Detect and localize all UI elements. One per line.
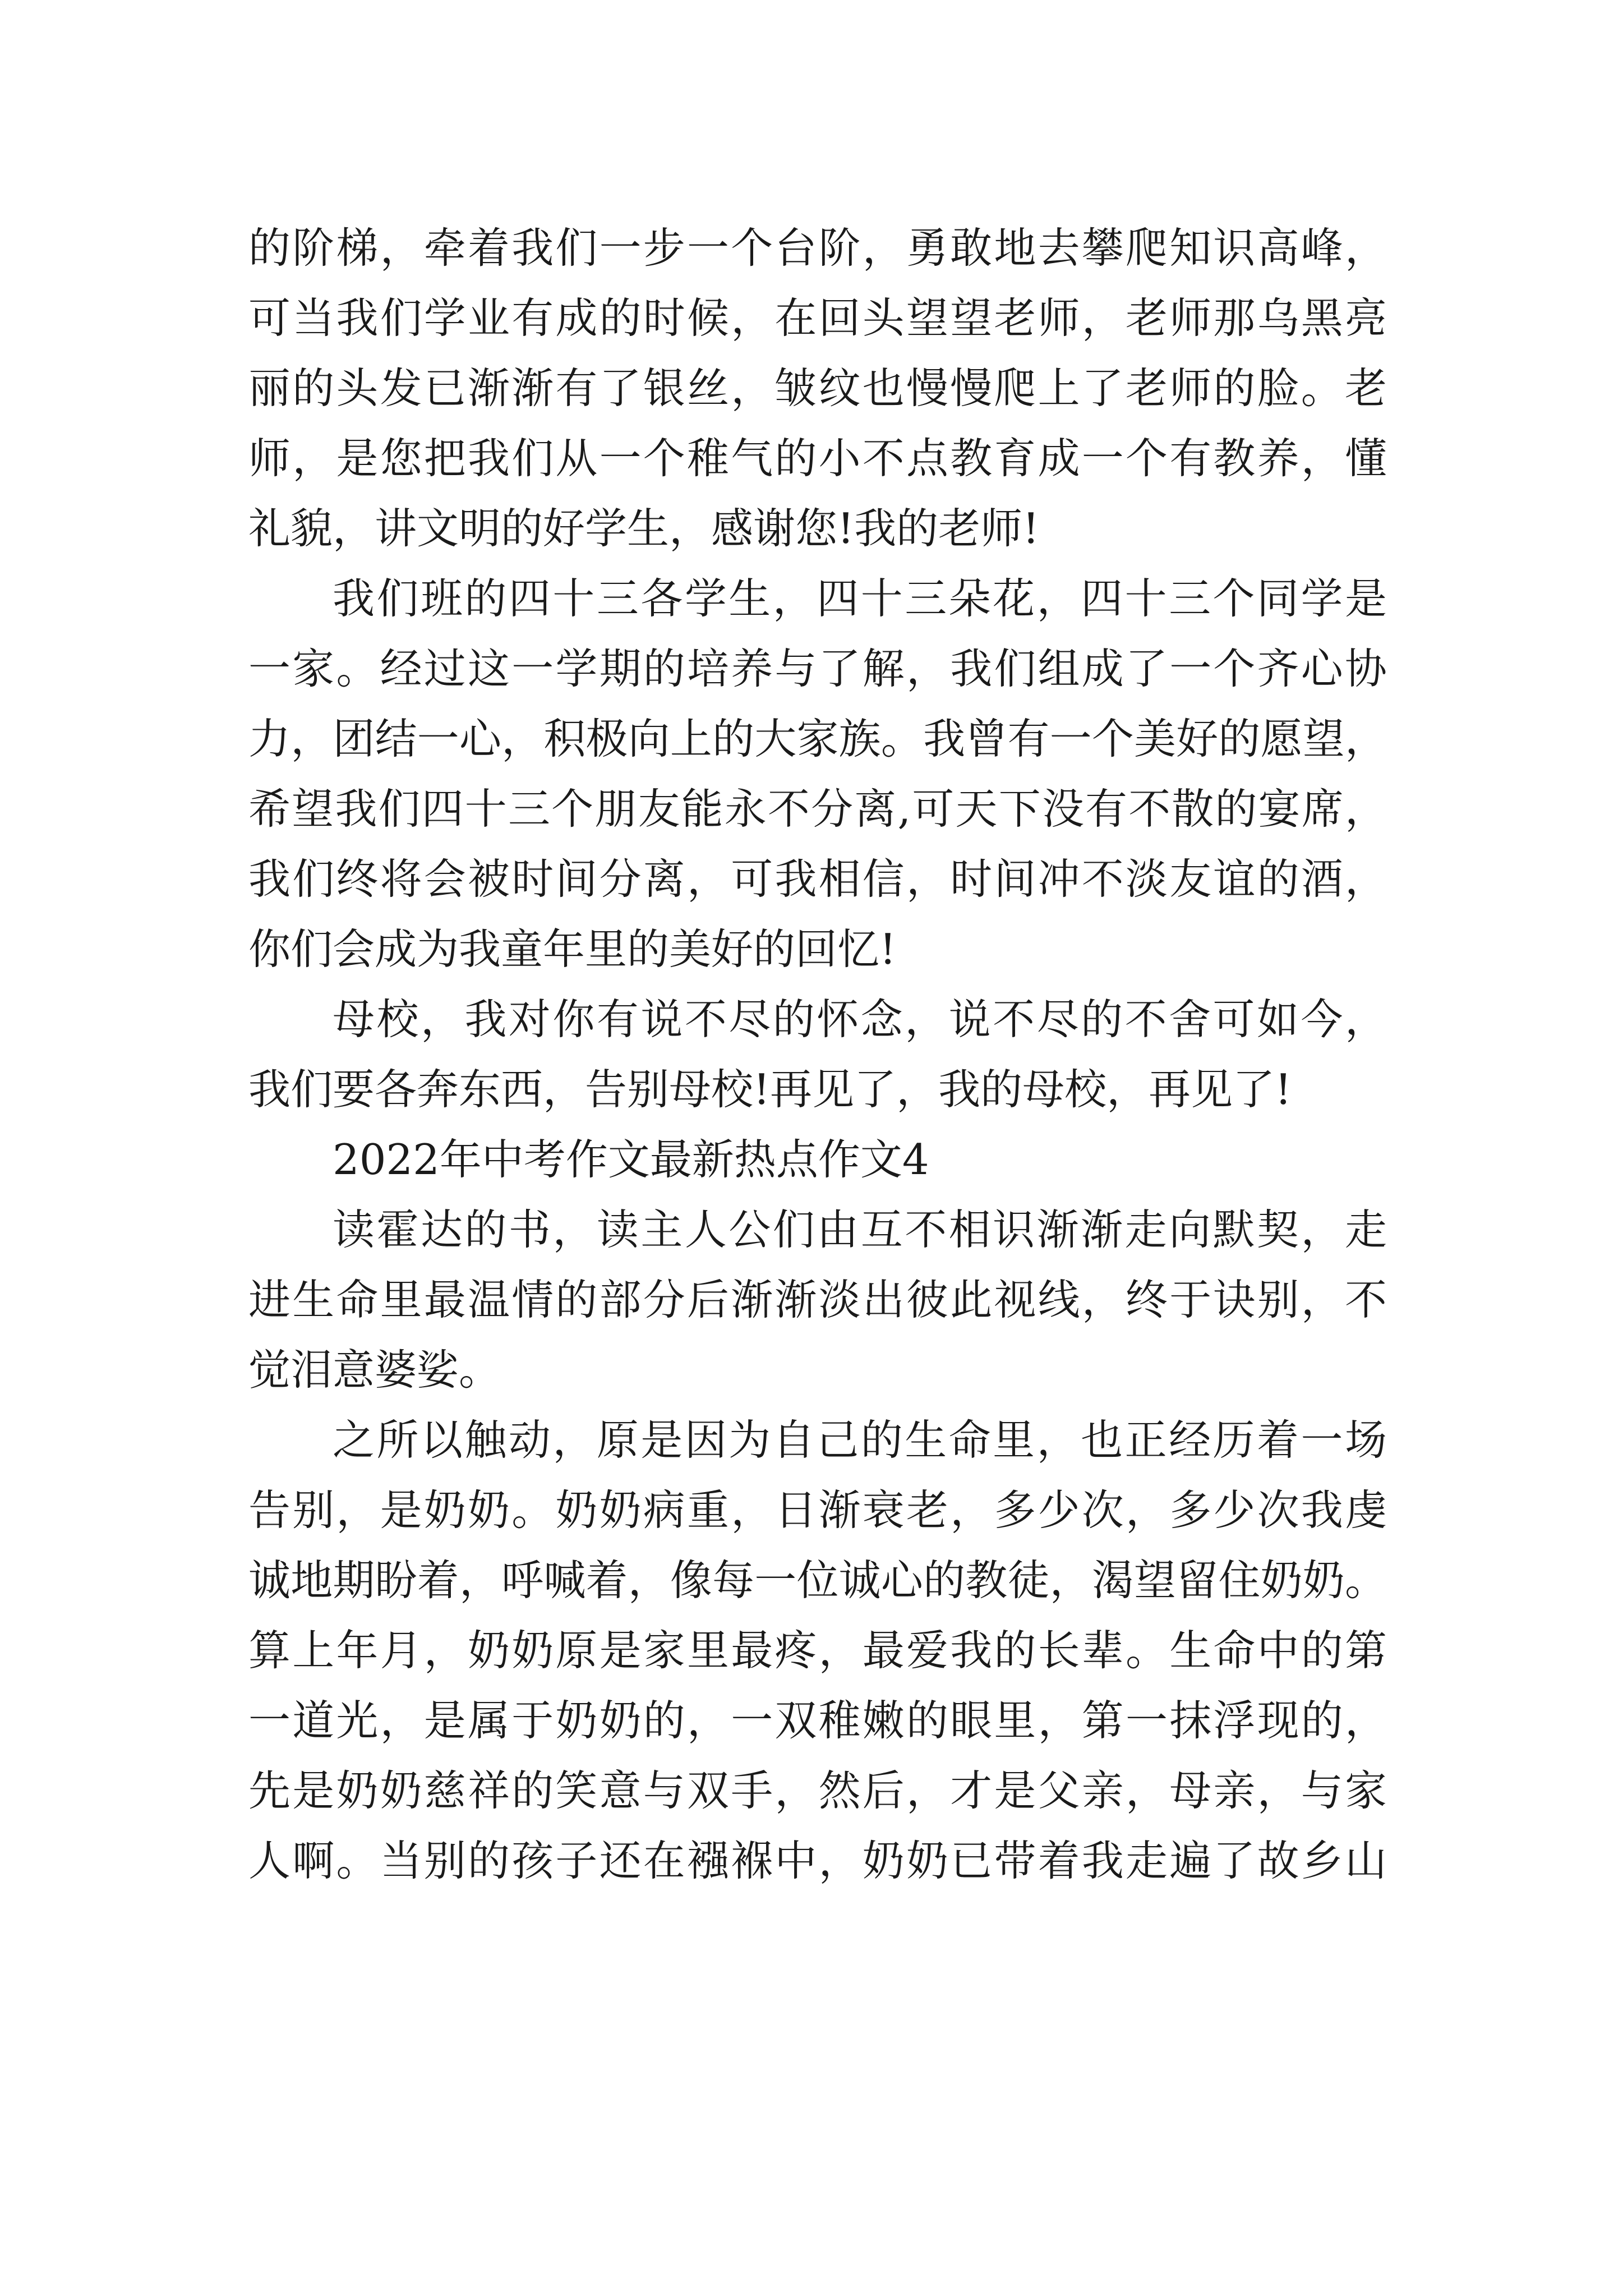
text-line: 礼貌，讲文明的好学生，感谢您!我的老师! bbox=[248, 504, 1040, 553]
text-line: 师，是您把我们从一个稚气的小不点教育成一个有教养，懂 bbox=[248, 434, 1387, 483]
text-line: 一家。经过这一学期的培养与了解，我们组成了一个齐心协 bbox=[248, 644, 1387, 693]
text-line: 你们会成为我童年里的美好的回忆! bbox=[248, 924, 897, 974]
text-line: 我们要各奔东西，告别母校!再见了，我的母校，再见了! bbox=[248, 1065, 1292, 1114]
text-line: 的阶梯，牵着我们一步一个台阶，勇敢地去攀爬知识高峰， bbox=[248, 223, 1387, 273]
section-heading bbox=[248, 1125, 1387, 1195]
text-line: 之所以触动，原是因为自己的生命里，也正经历着一场 bbox=[333, 1415, 1387, 1465]
text-line: 先是奶奶慈祥的笑意与双手，然后，才是父亲，母亲，与家 bbox=[248, 1766, 1387, 1815]
text-line: 一道光，是属于奶奶的，一双稚嫩的眼里，第一抹浮现的， bbox=[248, 1696, 1387, 1745]
text-line: 觉泪意婆娑。 bbox=[248, 1345, 501, 1395]
paragraph-5 bbox=[248, 1405, 1387, 1896]
text-line: 诚地期盼着，呼喊着，像每一位诚心的教徒，渴望留住奶奶。 bbox=[248, 1556, 1387, 1605]
text-line: 进生命里最温情的部分后渐渐淡出彼此视线，终于诀别，不 bbox=[248, 1275, 1387, 1324]
paragraph-1 bbox=[248, 213, 1387, 564]
paragraph-3 bbox=[248, 984, 1387, 1125]
heading-text: 2022年中考作文最新热点作文4 bbox=[333, 1135, 929, 1184]
text-line: 读霍达的书，读主人公们由互不相识渐渐走向默契，走 bbox=[333, 1205, 1387, 1254]
text-line: 算上年月，奶奶原是家里最疼，最爱我的长辈。生命中的第 bbox=[248, 1626, 1387, 1675]
text-line: 告别，是奶奶。奶奶病重，日渐衰老，多少次，多少次我虔 bbox=[248, 1485, 1387, 1535]
text-line: 可当我们学业有成的时候，在回头望望老师，老师那乌黑亮 bbox=[248, 293, 1387, 343]
text-line: 力，团结一心，积极向上的大家族。我曾有一个美好的愿望， bbox=[248, 714, 1387, 763]
text-line: 希望我们四十三个朋友能永不分离,可天下没有不散的宴席， bbox=[248, 784, 1387, 834]
text-line: 我们终将会被时间分离，可我相信，时间冲不淡友谊的酒， bbox=[248, 854, 1387, 904]
text-line: 母校，我对你有说不尽的怀念，说不尽的不舍可如今， bbox=[333, 995, 1387, 1044]
document-body bbox=[248, 213, 1387, 1896]
text-line: 丽的头发已渐渐有了银丝，皱纹也慢慢爬上了老师的脸。老 bbox=[248, 364, 1387, 413]
text-line: 我们班的四十三各学生，四十三朵花，四十三个同学是 bbox=[333, 574, 1387, 623]
paragraph-2 bbox=[248, 564, 1387, 984]
text-line: 人啊。当别的孩子还在襁褓中，奶奶已带着我走遍了故乡山 bbox=[248, 1836, 1387, 1885]
paragraph-4 bbox=[248, 1195, 1387, 1405]
